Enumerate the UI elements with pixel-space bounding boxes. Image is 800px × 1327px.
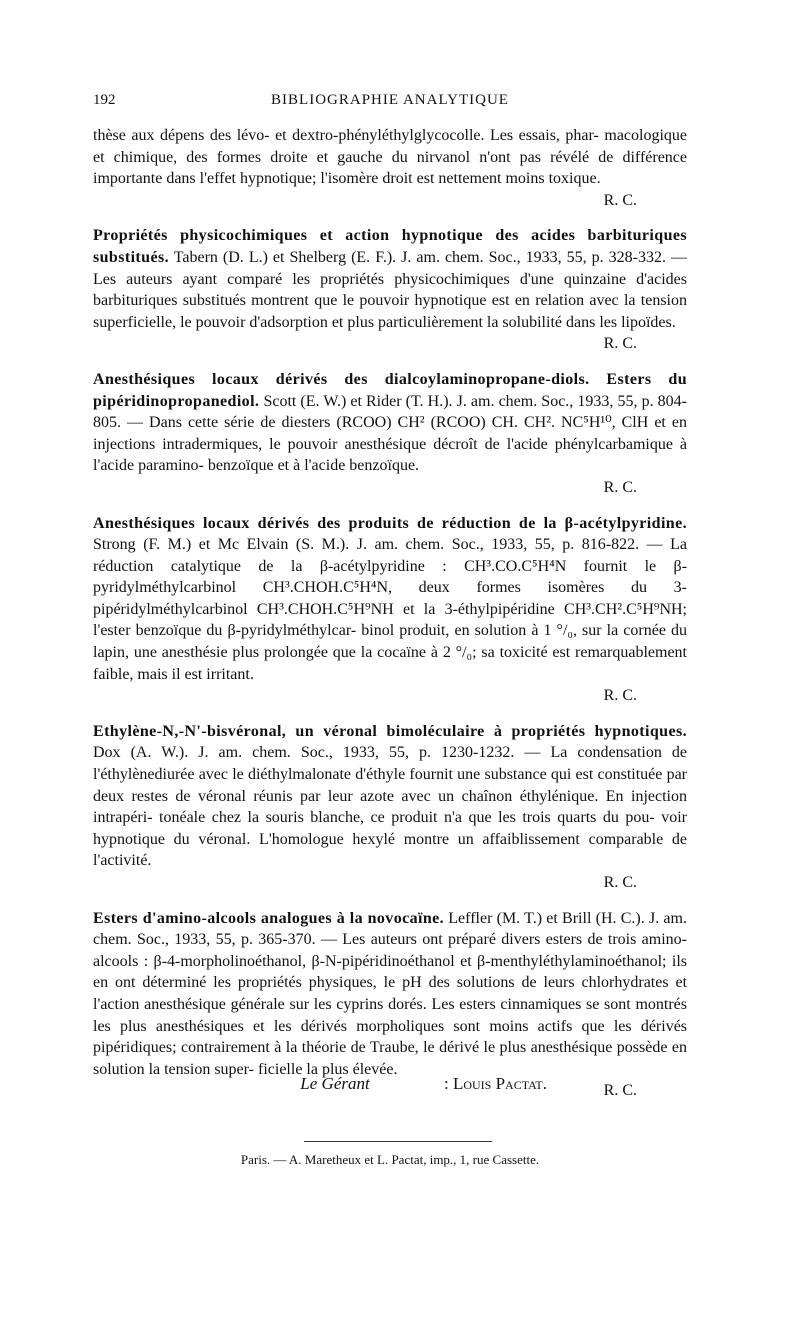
text-line: préparé divers esters de trois amino-alcools : β-4-morpholinoéthanol, [93, 931, 687, 970]
text-line: CH³.CO.C⁵H⁴N fournit le β-pyridylméthylcarbinol CH³.CHOH.C⁵H⁴N, deux [93, 557, 688, 597]
entry-signature: R. C. [603, 335, 637, 353]
entry-text [93, 513, 687, 686]
entry [93, 125, 687, 211]
entry [93, 369, 687, 499]
text-line: tonéale chez la souris blanche, ce produit n'a que les trois quarts du pou- [159, 809, 655, 827]
text-line: voir hypnotique du véronal. L'homologue hexylé montre un affaiblissement [93, 809, 687, 848]
entry [93, 721, 687, 894]
text-line: 3-éthylpipéridine CH³.CH².C⁵H⁹NH; l'ester benzoïque du β-pyridylméthylcar- [93, 600, 687, 640]
manager-signature [93, 1074, 687, 1094]
entry-text [93, 225, 687, 333]
entry-text [93, 721, 687, 872]
text-line: formes isomères du 3-pipéridylméthylcarbinol CH³.CHOH.C⁵H⁹NH et la [93, 579, 688, 618]
text-line: l'action anesthésique générale sur les cyprins dorés. Les esters cinnamiques [93, 995, 582, 1013]
text-line: réunis par leur azote avec un chaînon éthylénique. En injection intrapéri- [93, 787, 687, 827]
entry-title: Anesthésiques locaux dérivés des dialcoylaminopropane-diols. Esters du pipéridinopropanediol. [93, 370, 687, 410]
text-line: benzoïque et à l'acide benzoïque. [207, 457, 420, 475]
text-line: anesthésique décroît de l'acide phénylcarbamique à l'acide paramino- [93, 435, 688, 475]
entry-signature: R. C. [603, 1082, 637, 1100]
text-line: d'éthyle fournit une substance qui est constituée par deux restes de véronal [93, 766, 688, 805]
text-line: Traube, le dérivé le plus anesthésique possède en solution la tension super- [93, 1039, 687, 1078]
text-line: thèse aux dépens des lévo- et dextro-phényléthylglycocolle. Les essais, phar- [93, 127, 599, 144]
entry [93, 513, 687, 707]
footer-divider [304, 1141, 492, 1142]
entry-title: Ethylène-N,-N'-bisvéronal, un véronal bimoléculaire à propriétés hypnotiques. [93, 722, 687, 740]
text-line: comparable de l'activité. [93, 830, 688, 870]
entry-signature: R. C. [603, 874, 637, 891]
text-line: binol produit, en solution à 1 °/₀, sur la cornée du lapin, une anesthésie [93, 622, 688, 662]
printer-imprint: Paris. — A. Maretheux et L. Pactat, imp., 1, rue Cassette. [240, 1152, 540, 1167]
entry [93, 908, 687, 1102]
text-line: ficielle la plus élevée. [258, 1060, 398, 1078]
entry-title: Anesthésiques locaux dérivés des produits de réduction de la β-acétylpyridine. [93, 514, 687, 532]
text-line: que le pouvoir hypnotique est en relation avec la tension superficielle, le [93, 292, 688, 331]
entry-title: Esters d'amino-alcools analogues à la novocaïne. [93, 909, 445, 927]
text-line: moins actifs que les dérivés pipéridiques; contrairement à la théorie de [93, 1017, 688, 1057]
text-line: Leffler (M. T.) et Brill (H. C.). J. am. chem. Soc., 1933, 55, p. 365-370. — Les auteurs ont [93, 909, 687, 949]
text-line: pas révélé de différence importante dans l'effet hypnotique; l'isomère droit [93, 148, 688, 188]
text-line: plus prolongée que la cocaïne à 2 °/₀; sa toxicité est remarquablement faible, [93, 644, 687, 683]
entry-title: Propriétés physicochimiques et action hypnotique des acides barbituriques substitués. [93, 227, 687, 266]
text-line: β-N-pipéridinoéthanol et β-menthyléthylaminoéthanol; ils en ont déterminé [93, 952, 688, 992]
running-title: BIBLIOGRAPHIE ANALYTIQUE [271, 92, 509, 108]
entry [93, 225, 687, 355]
entry-text [93, 908, 687, 1081]
entry-signature: R. C. [603, 478, 637, 496]
manager-label: Le Gérant [300, 1074, 370, 1093]
entry-text [93, 125, 687, 190]
text-line: physicochimiques d'une quinzaine d'acides barbituriques substitués montrent [93, 270, 688, 310]
text-line: les propriétés physiques, le pH des solutions de leurs chlorhydrates et [213, 974, 688, 992]
text-line: Scott (E. W.) et Rider (T. H.). J. am. chem. Soc., 1933, 55, p. 804-805. — Dans cette série de diesters (RCOO) [93, 392, 687, 432]
text-line: Dox (A. W.). J. am. chem. Soc., 1933, 55, p. 1230-1232. — La condensation de l'éthylènediurée avec le diéthylmalonate [93, 744, 687, 784]
entry-text [93, 369, 687, 477]
text-line: mais il est irritant. [137, 665, 254, 683]
text-line: se sont montrés les plus anesthésiques et les dérivés morpholiques sont [93, 995, 687, 1035]
text-line: macologique et chimique, des formes droite et gauche du nirvanol n'ont [93, 127, 688, 166]
entry-signature: R. C. [603, 687, 637, 705]
text-line: CH² (RCOO) CH. CH². NC⁵H¹⁰, ClH et en injections intradermiques, le pouvoir [93, 414, 687, 453]
page-header [93, 92, 687, 114]
text-line: Tabern (D. L.) et Shelberg (E. F.). J. am. chem. Soc., 1933, 55, p. 328-332. — Les auteurs ayant comparé les propriétés [93, 248, 687, 288]
page-number: 192 [93, 92, 116, 108]
text-column [93, 125, 687, 1116]
manager-name: : Louis Pactat. [443, 1074, 547, 1093]
text-line: est nettement moins toxique. [416, 170, 601, 188]
text-line: pouvoir d'adsorption et plus particulièrement la solubilité dans les lipoïdes. [195, 313, 676, 331]
entry-signature: R. C. [603, 191, 637, 209]
text-line: Strong (F. M.) et Mc Elvain (S. M.). J. am. chem. Soc., 1933, 55, p. 816-822. — La réduction catalytique de la β-acétylpyridine : [93, 536, 687, 575]
